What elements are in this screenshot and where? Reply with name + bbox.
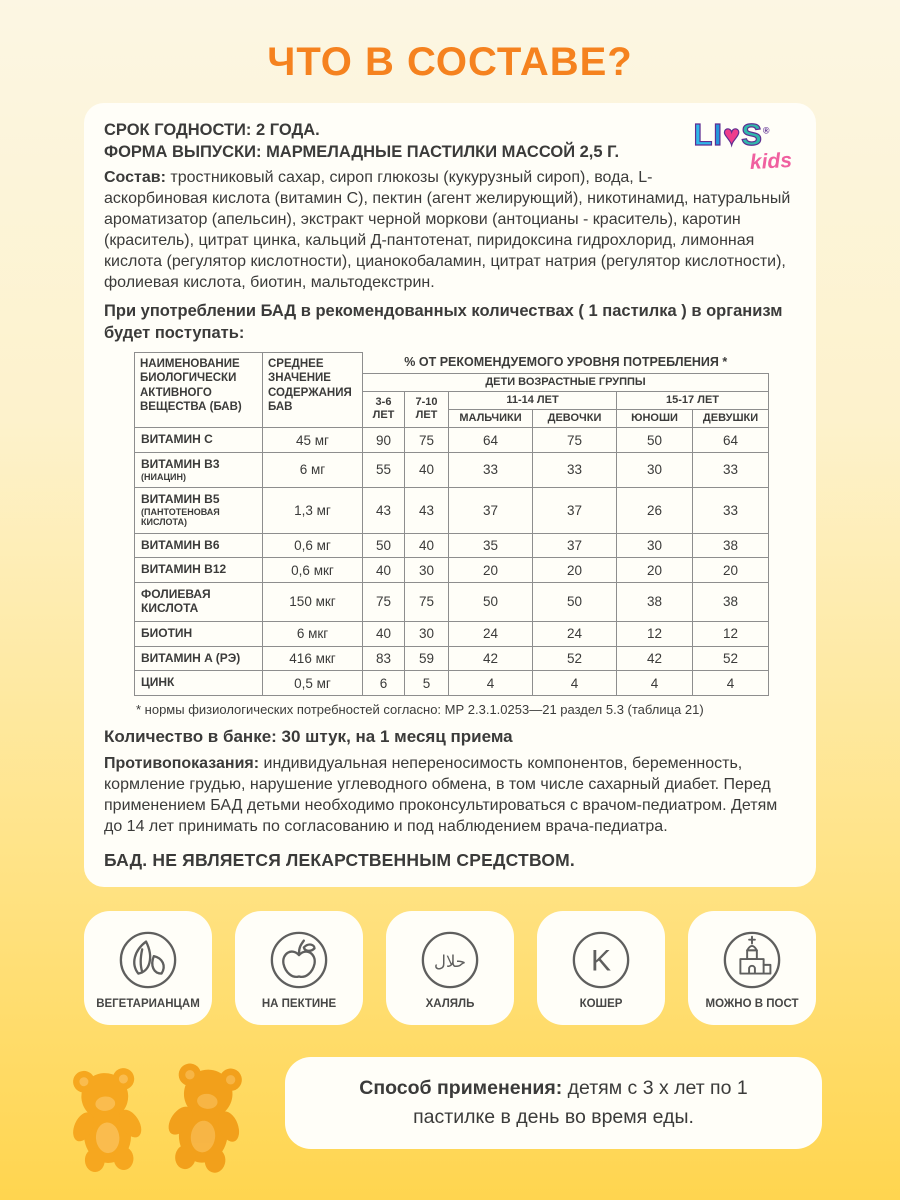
substance-name: БИОТИН: [135, 621, 263, 646]
table-footnote: * нормы физиологических потребностей согласно: МР 2.3.1.0253—21 раздел 5.3 (таблица 21): [136, 702, 704, 718]
age-7-10-header: 7-10 ЛЕТ: [405, 391, 449, 427]
badge-fasting: [688, 911, 816, 1025]
substance-amount: 6 мг: [263, 452, 363, 487]
svg-text:حلال: حلال: [434, 951, 466, 971]
substance-value: 38: [693, 533, 769, 558]
substance-value: 40: [363, 621, 405, 646]
substance-amount: 6 мкг: [263, 621, 363, 646]
substance-name: ВИТАМИН A (РЭ): [135, 646, 263, 671]
substance-name: ВИТАМИН C: [135, 428, 263, 453]
composition-label: Состав:: [104, 168, 166, 186]
substance-value: 20: [693, 558, 769, 583]
young-women-header: ДЕВУШКИ: [693, 409, 769, 427]
age-3-6-header: 3-6 ЛЕТ: [363, 391, 405, 427]
substance-value: 37: [533, 488, 617, 533]
badge-label: НА ПЕКТИНЕ: [261, 998, 337, 1011]
age-15-17-header: 15-17 ЛЕТ: [617, 391, 769, 409]
substance-name: ВИТАМИН B5 (ПАНТОТЕНОВАЯ КИСЛОТА): [135, 488, 263, 533]
apple-icon: [268, 929, 330, 991]
jar-quantity-text: [104, 727, 796, 747]
livs-kids-logo: [668, 119, 796, 174]
heart-icon: ♥: [723, 120, 742, 152]
substance-value: 4: [449, 671, 533, 696]
substance-value: 50: [533, 583, 617, 622]
substance-amount: 0,5 мг: [263, 671, 363, 696]
composition-paragraph: [104, 167, 796, 294]
halal-icon: [419, 929, 481, 991]
substance-value: 40: [405, 452, 449, 487]
girls-header: ДЕВОЧКИ: [533, 409, 617, 427]
substance-value: 26: [617, 488, 693, 533]
substance-value: 75: [533, 428, 617, 453]
substance-value: 90: [363, 428, 405, 453]
substance-name: ВИТАМИН B6: [135, 533, 263, 558]
substance-value: 38: [617, 583, 693, 622]
shelf-life-text: СРОК ГОДНОСТИ: 2 ГОДА.: [104, 121, 320, 139]
svg-text:K: K: [590, 944, 612, 978]
livs-logo-word: LI♥S®: [693, 117, 771, 152]
substance-value: 5: [405, 671, 449, 696]
substance-value: 50: [449, 583, 533, 622]
substance-name: ФОЛИЕВАЯ КИСЛОТА: [135, 583, 263, 622]
substance-value: 33: [449, 452, 533, 487]
substance-value: 33: [693, 488, 769, 533]
contraindications-label: Противопоказания:: [104, 755, 260, 773]
substance-value: 42: [617, 646, 693, 671]
substance-value: 52: [533, 646, 617, 671]
table-row: [135, 646, 769, 671]
jar-quantity-value: 30 штук, на 1 месяц приема: [276, 727, 513, 747]
substance-value: 37: [533, 533, 617, 558]
church-icon: [721, 929, 783, 991]
gummy-bears-image: [52, 1049, 287, 1180]
substance-value: 38: [693, 583, 769, 622]
jar-quantity-label: Количество в банке:: [104, 727, 277, 747]
substance-value: 33: [533, 452, 617, 487]
contraindications-paragraph: [104, 753, 796, 837]
young-men-header: ЮНОШИ: [617, 409, 693, 427]
nutrition-table-body: [135, 428, 769, 696]
page-title: ЧТО В СОСТАВЕ?: [267, 40, 633, 84]
amount-column-header: СРЕДНЕЕ ЗНАЧЕНИЕ СОДЕРЖАНИЯ БАВ: [263, 353, 363, 428]
table-row: [135, 488, 769, 533]
substance-value: 59: [405, 646, 449, 671]
pct-intake-header: % ОТ РЕКОМЕНДУЕМОГО УРОВНЯ ПОТРЕБЛЕНИЯ *: [363, 353, 769, 374]
table-row: [135, 621, 769, 646]
substance-value: 75: [405, 428, 449, 453]
nutrition-table: [134, 352, 769, 696]
substance-value: 20: [533, 558, 617, 583]
boys-header: МАЛЬЧИКИ: [449, 409, 533, 427]
age-11-14-header: 11-14 ЛЕТ: [449, 391, 617, 409]
leaf-icon: [117, 929, 179, 991]
substance-value: 50: [363, 533, 405, 558]
substance-value: 43: [405, 488, 449, 533]
substance-value: 12: [617, 621, 693, 646]
substance-value: 30: [617, 452, 693, 487]
usage-text: детям с 3 х лет по 1 пастилке в день во время еды.: [413, 1076, 748, 1128]
product-form-text: ФОРМА ВЫПУСКИ: МАРМЕЛАДНЫЕ ПАСТИЛКИ МАССОЙ 2,5 Г.: [104, 143, 620, 162]
kosher-icon: [570, 929, 632, 991]
substance-amount: 150 мкг: [263, 583, 363, 622]
substance-value: 30: [617, 533, 693, 558]
substance-value: 30: [405, 621, 449, 646]
badges-row: [0, 911, 900, 1025]
substance-amount: 0,6 мкг: [263, 558, 363, 583]
table-row: [135, 583, 769, 622]
usage-label: Способ применения:: [359, 1076, 563, 1099]
badge-halal: [386, 911, 514, 1025]
substance-value: 12: [693, 621, 769, 646]
substance-value: 37: [449, 488, 533, 533]
substance-value: 52: [693, 646, 769, 671]
badge-label: ВЕГЕТАРИАНЦАМ: [96, 998, 200, 1011]
substance-value: 75: [363, 583, 405, 622]
substance-value: 20: [617, 558, 693, 583]
table-row: [135, 533, 769, 558]
table-row: [135, 428, 769, 453]
substance-amount: 416 мкг: [263, 646, 363, 671]
usage-box: [285, 1057, 822, 1150]
substance-value: 83: [363, 646, 405, 671]
substance-value: 64: [449, 428, 533, 453]
substance-column-header: НАИМЕНОВАНИЕ БИОЛОГИЧЕСКИ АКТИВНОГО ВЕЩЕСТВА (БАВ): [135, 353, 263, 428]
bottom-section: [0, 1047, 900, 1200]
substance-value: 50: [617, 428, 693, 453]
substance-value: 30: [405, 558, 449, 583]
info-card: [84, 103, 816, 887]
substance-value: 4: [693, 671, 769, 696]
badge-label: МОЖНО В ПОСТ: [705, 998, 799, 1011]
substance-value: 55: [363, 452, 405, 487]
substance-value: 24: [533, 621, 617, 646]
badge-pectin: [235, 911, 363, 1025]
substance-value: 35: [449, 533, 533, 558]
substance-value: 40: [405, 533, 449, 558]
table-row: [135, 671, 769, 696]
table-row: [135, 452, 769, 487]
substance-amount: 45 мг: [263, 428, 363, 453]
intake-intro-text: При употреблении БАД в рекомендованных количествах ( 1 пастилка ) в организм будет поступать:: [104, 302, 783, 342]
substance-value: 24: [449, 621, 533, 646]
nutrition-table-wrap: [134, 352, 796, 696]
badge-kosher: [537, 911, 665, 1025]
kids-logo-word: kids: [749, 148, 793, 175]
substance-amount: 1,3 мг: [263, 488, 363, 533]
substance-value: 64: [693, 428, 769, 453]
substance-value: 42: [449, 646, 533, 671]
substance-value: 40: [363, 558, 405, 583]
substance-value: 4: [617, 671, 693, 696]
substance-value: 20: [449, 558, 533, 583]
contraindications-text: индивидуальная непереносимость компонентов, беременность, кормление грудью, нарушение углеводного обмена, в том числе сахарный диабет. Перед применением БАД детьми необходимо проконсультироваться с врачом-педиатром. Детям до 14 лет принимать по согласованию и под наблюдением врача-педиатра.: [104, 755, 778, 836]
age-groups-header: ДЕТИ ВОЗРАСТНЫЕ ГРУППЫ: [363, 373, 769, 391]
substance-value: 4: [533, 671, 617, 696]
substance-name: ВИТАМИН B12: [135, 558, 263, 583]
substance-value: 6: [363, 671, 405, 696]
badge-label: КОШЕР: [579, 998, 623, 1011]
substance-amount: 0,6 мг: [263, 533, 363, 558]
table-row: [135, 558, 769, 583]
disclaimer-text: БАД. НЕ ЯВЛЯЕТСЯ ЛЕКАРСТВЕННЫМ СРЕДСТВОМ.: [104, 849, 575, 870]
substance-value: 75: [405, 583, 449, 622]
badge-vegetarian: [84, 911, 212, 1025]
composition-text: тростниковый сахар, сироп глюкозы (кукурузный сироп), вода, L-аскорбиновая кислота (витамин C), пектин (агент желирующий), никотинамид, натуральный ароматизатор (апельсин), экстракт черной моркови (антоцианы - краситель), каротин (краситель), цитрат цинка, кальций Д-пантотенат, пиридоксина гидрохлорид, лимонная кислота (регулятор кислотности), цианокобаламин, цитрат натрия (регулятор кислотности), фолиевая кислота, биотин, мальтодекстрин.: [104, 168, 791, 292]
badge-label: ХАЛЯЛЬ: [425, 998, 475, 1011]
substance-value: 33: [693, 452, 769, 487]
substance-name: ВИТАМИН B3 (НИАЦИН): [135, 452, 263, 487]
substance-value: 43: [363, 488, 405, 533]
substance-name: ЦИНК: [135, 671, 263, 696]
